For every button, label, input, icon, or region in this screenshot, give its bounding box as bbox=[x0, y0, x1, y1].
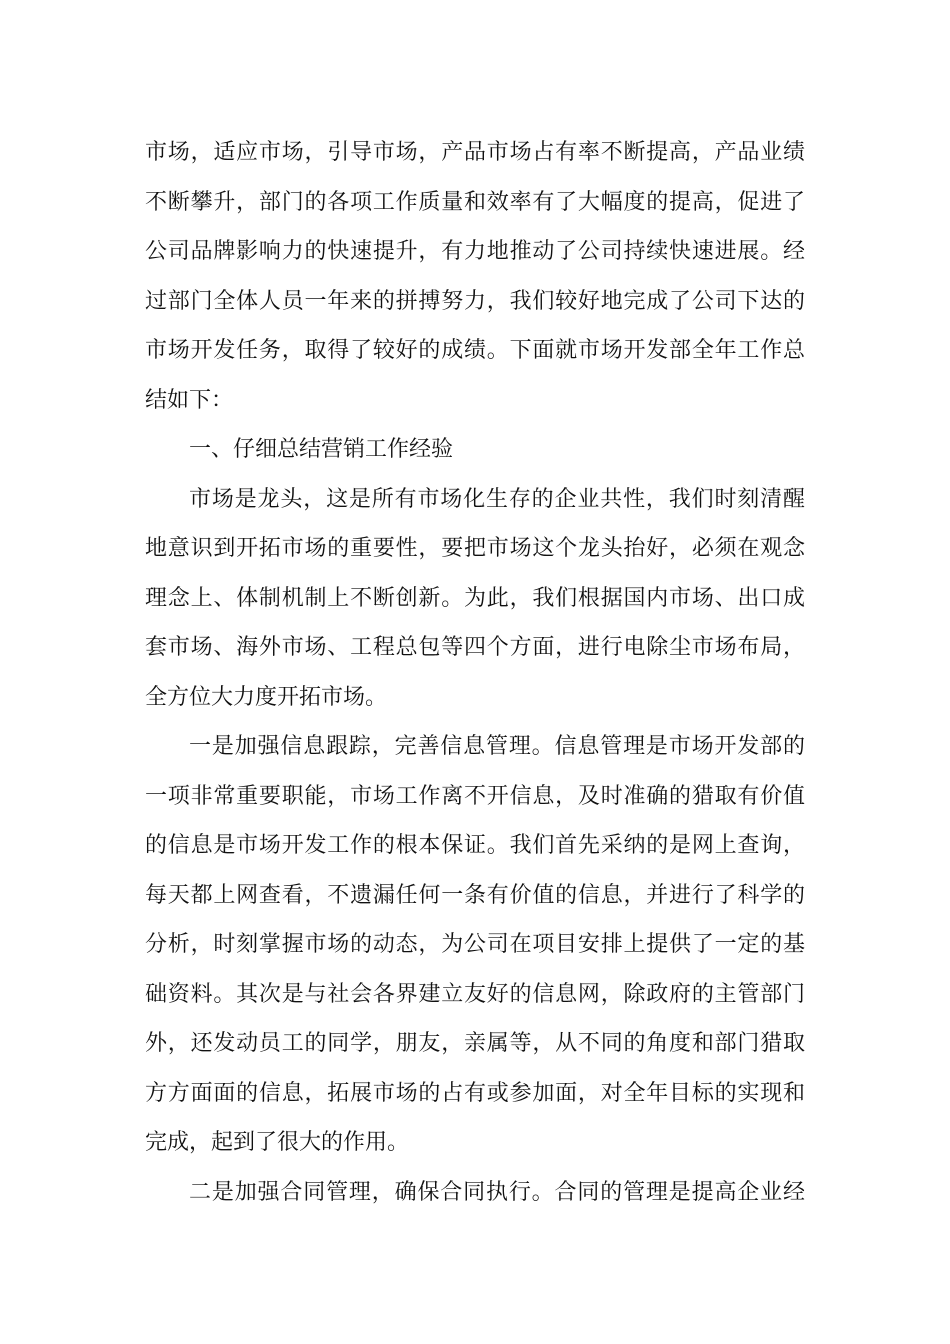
text-line: 市场是龙头，这是所有市场化生存的企业共性，我们时刻清醒 bbox=[189, 486, 805, 512]
text-line: 套市场、海外市场、工程总包等四个方面，进行电除尘市场布局， bbox=[145, 635, 805, 660]
text-line: 础资料。其次是与社会各界建立友好的信息网，除政府的主管部门 bbox=[145, 981, 805, 1007]
text-line: 结如下： bbox=[145, 387, 234, 413]
text-line: 市场开发任务，取得了较好的成绩。下面就市场开发部全年工作总 bbox=[145, 338, 805, 363]
text-line: 公司品牌影响力的快速提升，有力地推动了公司持续快速进展。经 bbox=[145, 239, 805, 264]
text-line: 外，还发动员工的同学，朋友，亲属等，从不同的角度和部门猎取 bbox=[145, 1031, 805, 1056]
text-line: 一项非常重要职能，市场工作离不开信息，及时准确的猎取有价值 bbox=[145, 783, 805, 809]
text-line: 方方面面的信息，拓展市场的占有或参加面，对全年目标的实现和 bbox=[145, 1080, 805, 1106]
text-line: 每天都上网查看，不遗漏任何一条有价值的信息，并进行了科学的 bbox=[145, 882, 805, 908]
text-line: 理念上、体制机制上不断创新。为此，我们根据国内市场、出口成 bbox=[145, 585, 805, 611]
market-paragraph bbox=[145, 475, 805, 723]
text-line: 一是加强信息跟踪，完善信息管理。信息管理是市场开发部的 bbox=[189, 734, 805, 759]
text-line: 完成，起到了很大的作用。 bbox=[145, 1130, 410, 1155]
text-line: 二是加强合同管理，确保合同执行。合同的管理是提高企业经 bbox=[189, 1179, 805, 1205]
text-line: 地意识到开拓市场的重要性，要把市场这个龙头抬好，必须在观念 bbox=[145, 536, 805, 561]
contract-management-paragraph bbox=[145, 1168, 805, 1218]
text-line: 过部门全体人员一年来的拼搏努力，我们较好地完成了公司下达的 bbox=[145, 288, 805, 314]
text-line: 分析，时刻掌握市场的动态，为公司在项目安排上提供了一定的基 bbox=[145, 932, 805, 957]
section-heading: 一、仔细总结营销工作经验 bbox=[189, 437, 454, 462]
text-line: 的信息是市场开发工作的根本保证。我们首先采纳的是网上查询， bbox=[145, 833, 805, 858]
text-line: 不断攀升，部门的各项工作质量和效率有了大幅度的提高，促进了 bbox=[145, 189, 805, 215]
document-body bbox=[145, 128, 805, 1217]
text-line: 全方位大力度开拓市场。 bbox=[145, 684, 388, 710]
intro-paragraph bbox=[145, 128, 805, 425]
info-management-paragraph bbox=[145, 722, 805, 1168]
text-line: 市场，适应市场，引导市场，产品市场占有率不断提高，产品业绩 bbox=[145, 140, 805, 165]
